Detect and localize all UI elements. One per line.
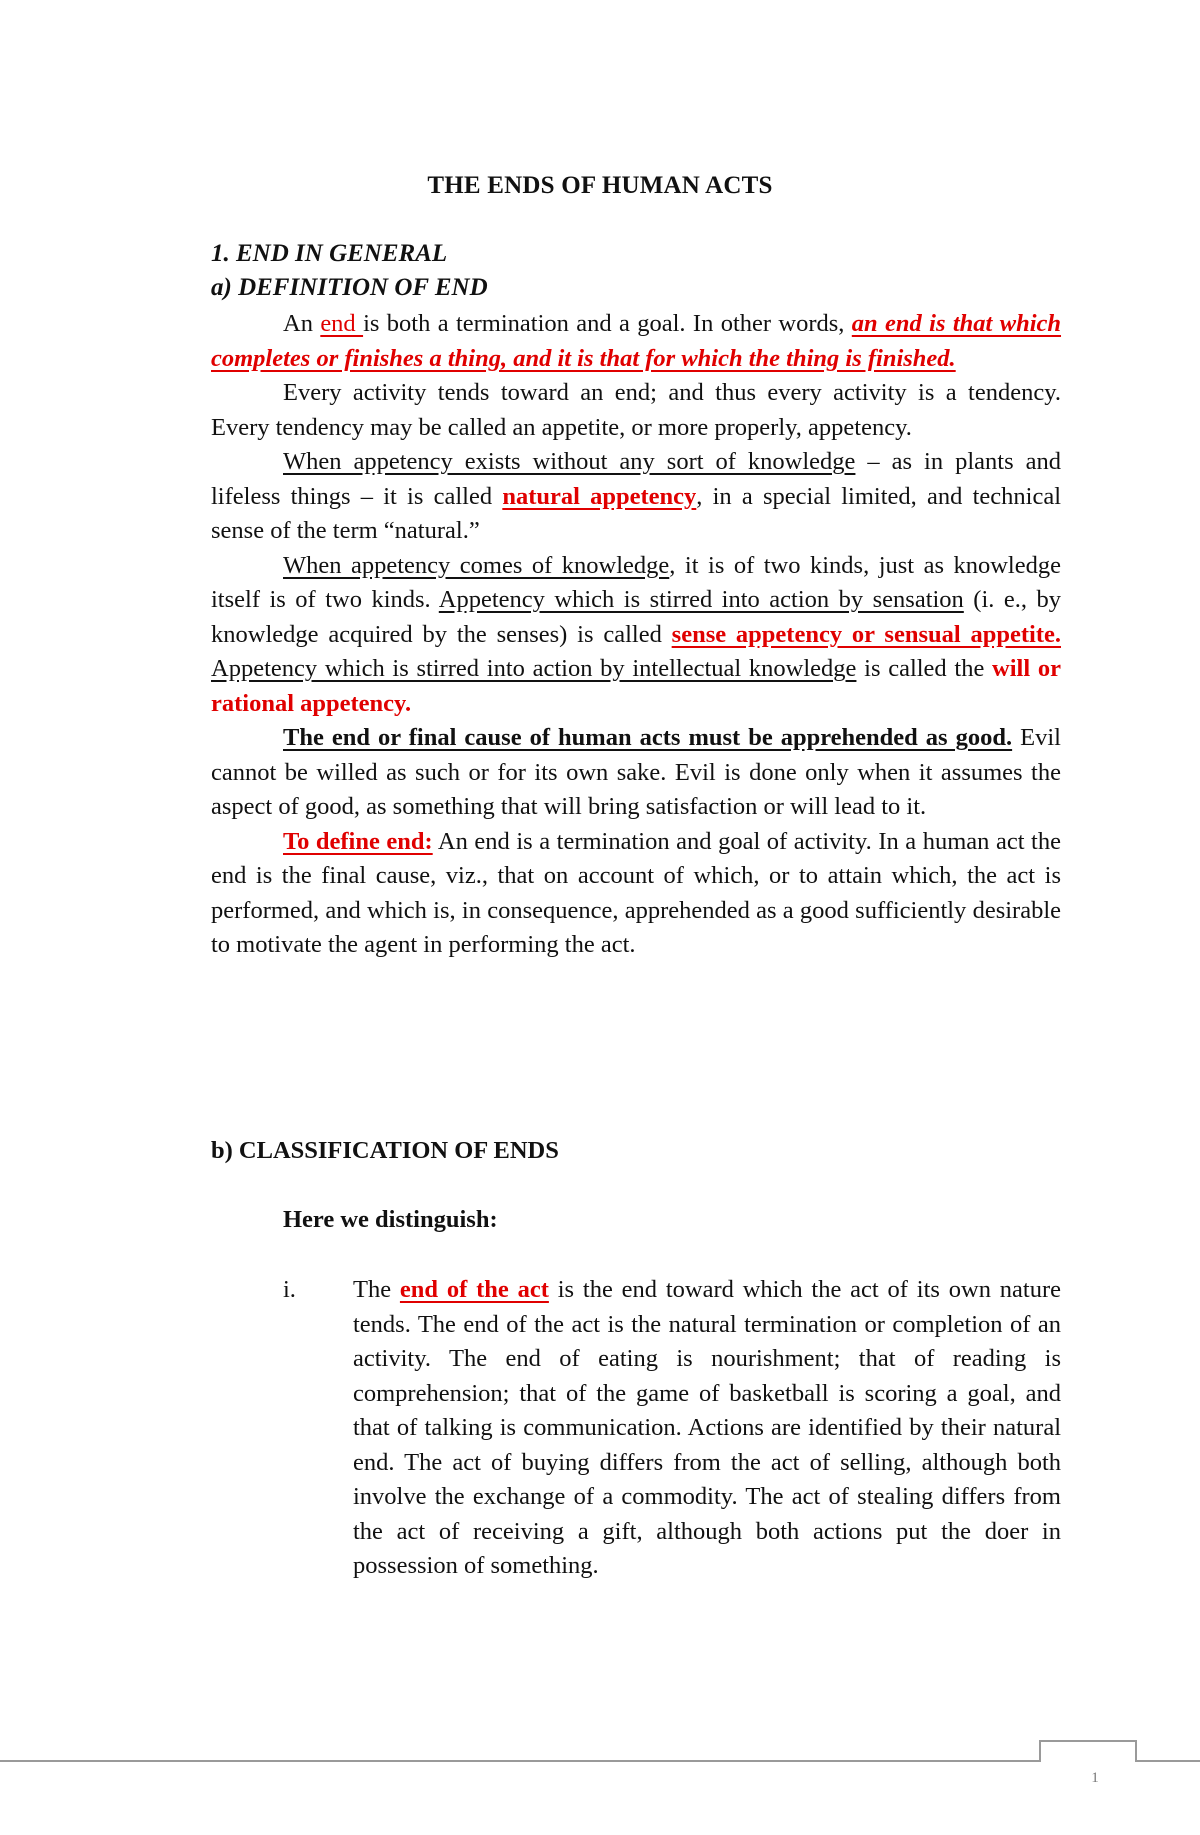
term-natural-appetency: natural appetency bbox=[502, 482, 697, 510]
term-to-define-end: To define end: bbox=[283, 827, 433, 855]
paragraph-definition: An end is both a termination and a goal. In other words, an end is that which completes or finishes a thing, and it is that for which the thing is finished. bbox=[211, 310, 1062, 372]
section-heading-classification: b) CLASSIFICATION OF ENDS bbox=[211, 1137, 559, 1164]
page-footer bbox=[0, 1736, 1200, 1796]
section-heading-end-in-general: 1. END IN GENERAL bbox=[211, 240, 448, 267]
paragraph-define-end: To define end: An end is a termination and goal of activity. In a human act the end is the final cause, viz., that on account of which, or to attain which, the act is performed, and which is, in consequence, apprehended as a good sufficiently desirable to motivate the agent in performing the act. bbox=[211, 827, 1061, 958]
definition-of-end: an end is that which completes or finishes a thing, and it is that for which the thing is finished. bbox=[211, 310, 1062, 372]
term-end: end bbox=[320, 310, 364, 337]
distinguish-heading: Here we distinguish: bbox=[283, 1206, 498, 1233]
term-end-of-the-act: end of the act bbox=[399, 1276, 549, 1303]
paragraph-natural-appetency: When appetency exists without any sort of knowledge – as in plants and lifeless things – it is called natural appetency, in a special limited, and technical sense of the term “natural.” bbox=[211, 448, 1061, 544]
body-paragraphs bbox=[211, 307, 1061, 963]
list-item: The end of the act is the end toward which the act of its own nature tends. The end of the act is the natural termination or completion of an activity. The end of eating is nourishment; that of reading is comprehension; that of the game of basketball is scoring a goal, and that of talking is communication. Actions are identified by their natural end. The act of buying differs from the act of selling, although both involve the exchange of a commodity. The act of stealing differs from the act of receiving a gift, although both actions put the doer in possession of something. bbox=[353, 1276, 1061, 1579]
paragraph-knowledge-appetency: When appetency comes of knowledge, it is of two kinds, just as knowledge itself is of two kinds. Appetency which is stirred into action by sensation (i. e., by knowledge acquired by the senses) is called sense appetency or sensual appetite. Appetency which is stirred into action by intellectual knowledge is called the will or rational appetency. bbox=[211, 551, 1061, 717]
page-number: 1 bbox=[1091, 1770, 1099, 1786]
document-title: THE ENDS OF HUMAN ACTS bbox=[427, 172, 773, 199]
list-item-number: i. bbox=[283, 1276, 296, 1303]
term-sense-appetency: sense appetency or sensual appetite. bbox=[671, 620, 1061, 648]
subsection-heading-definition: a) DEFINITION OF END bbox=[211, 274, 488, 301]
footer-rule bbox=[0, 1736, 1200, 1796]
term-will-rational-appetency: will or rational appetency. bbox=[211, 655, 1061, 717]
paragraph-end-as-good: The end or final cause of human acts must be apprehended as good. Evil cannot be willed as such or for its own sake. Evil is done only when it assumes the aspect of good, as something that will bring satisfaction or will lead to it. bbox=[211, 724, 1061, 820]
paragraph-activity: Every activity tends toward an end; and thus every activity is a tendency. Every tendency may be called an appetite, or more properly, appetency. bbox=[211, 379, 1061, 441]
